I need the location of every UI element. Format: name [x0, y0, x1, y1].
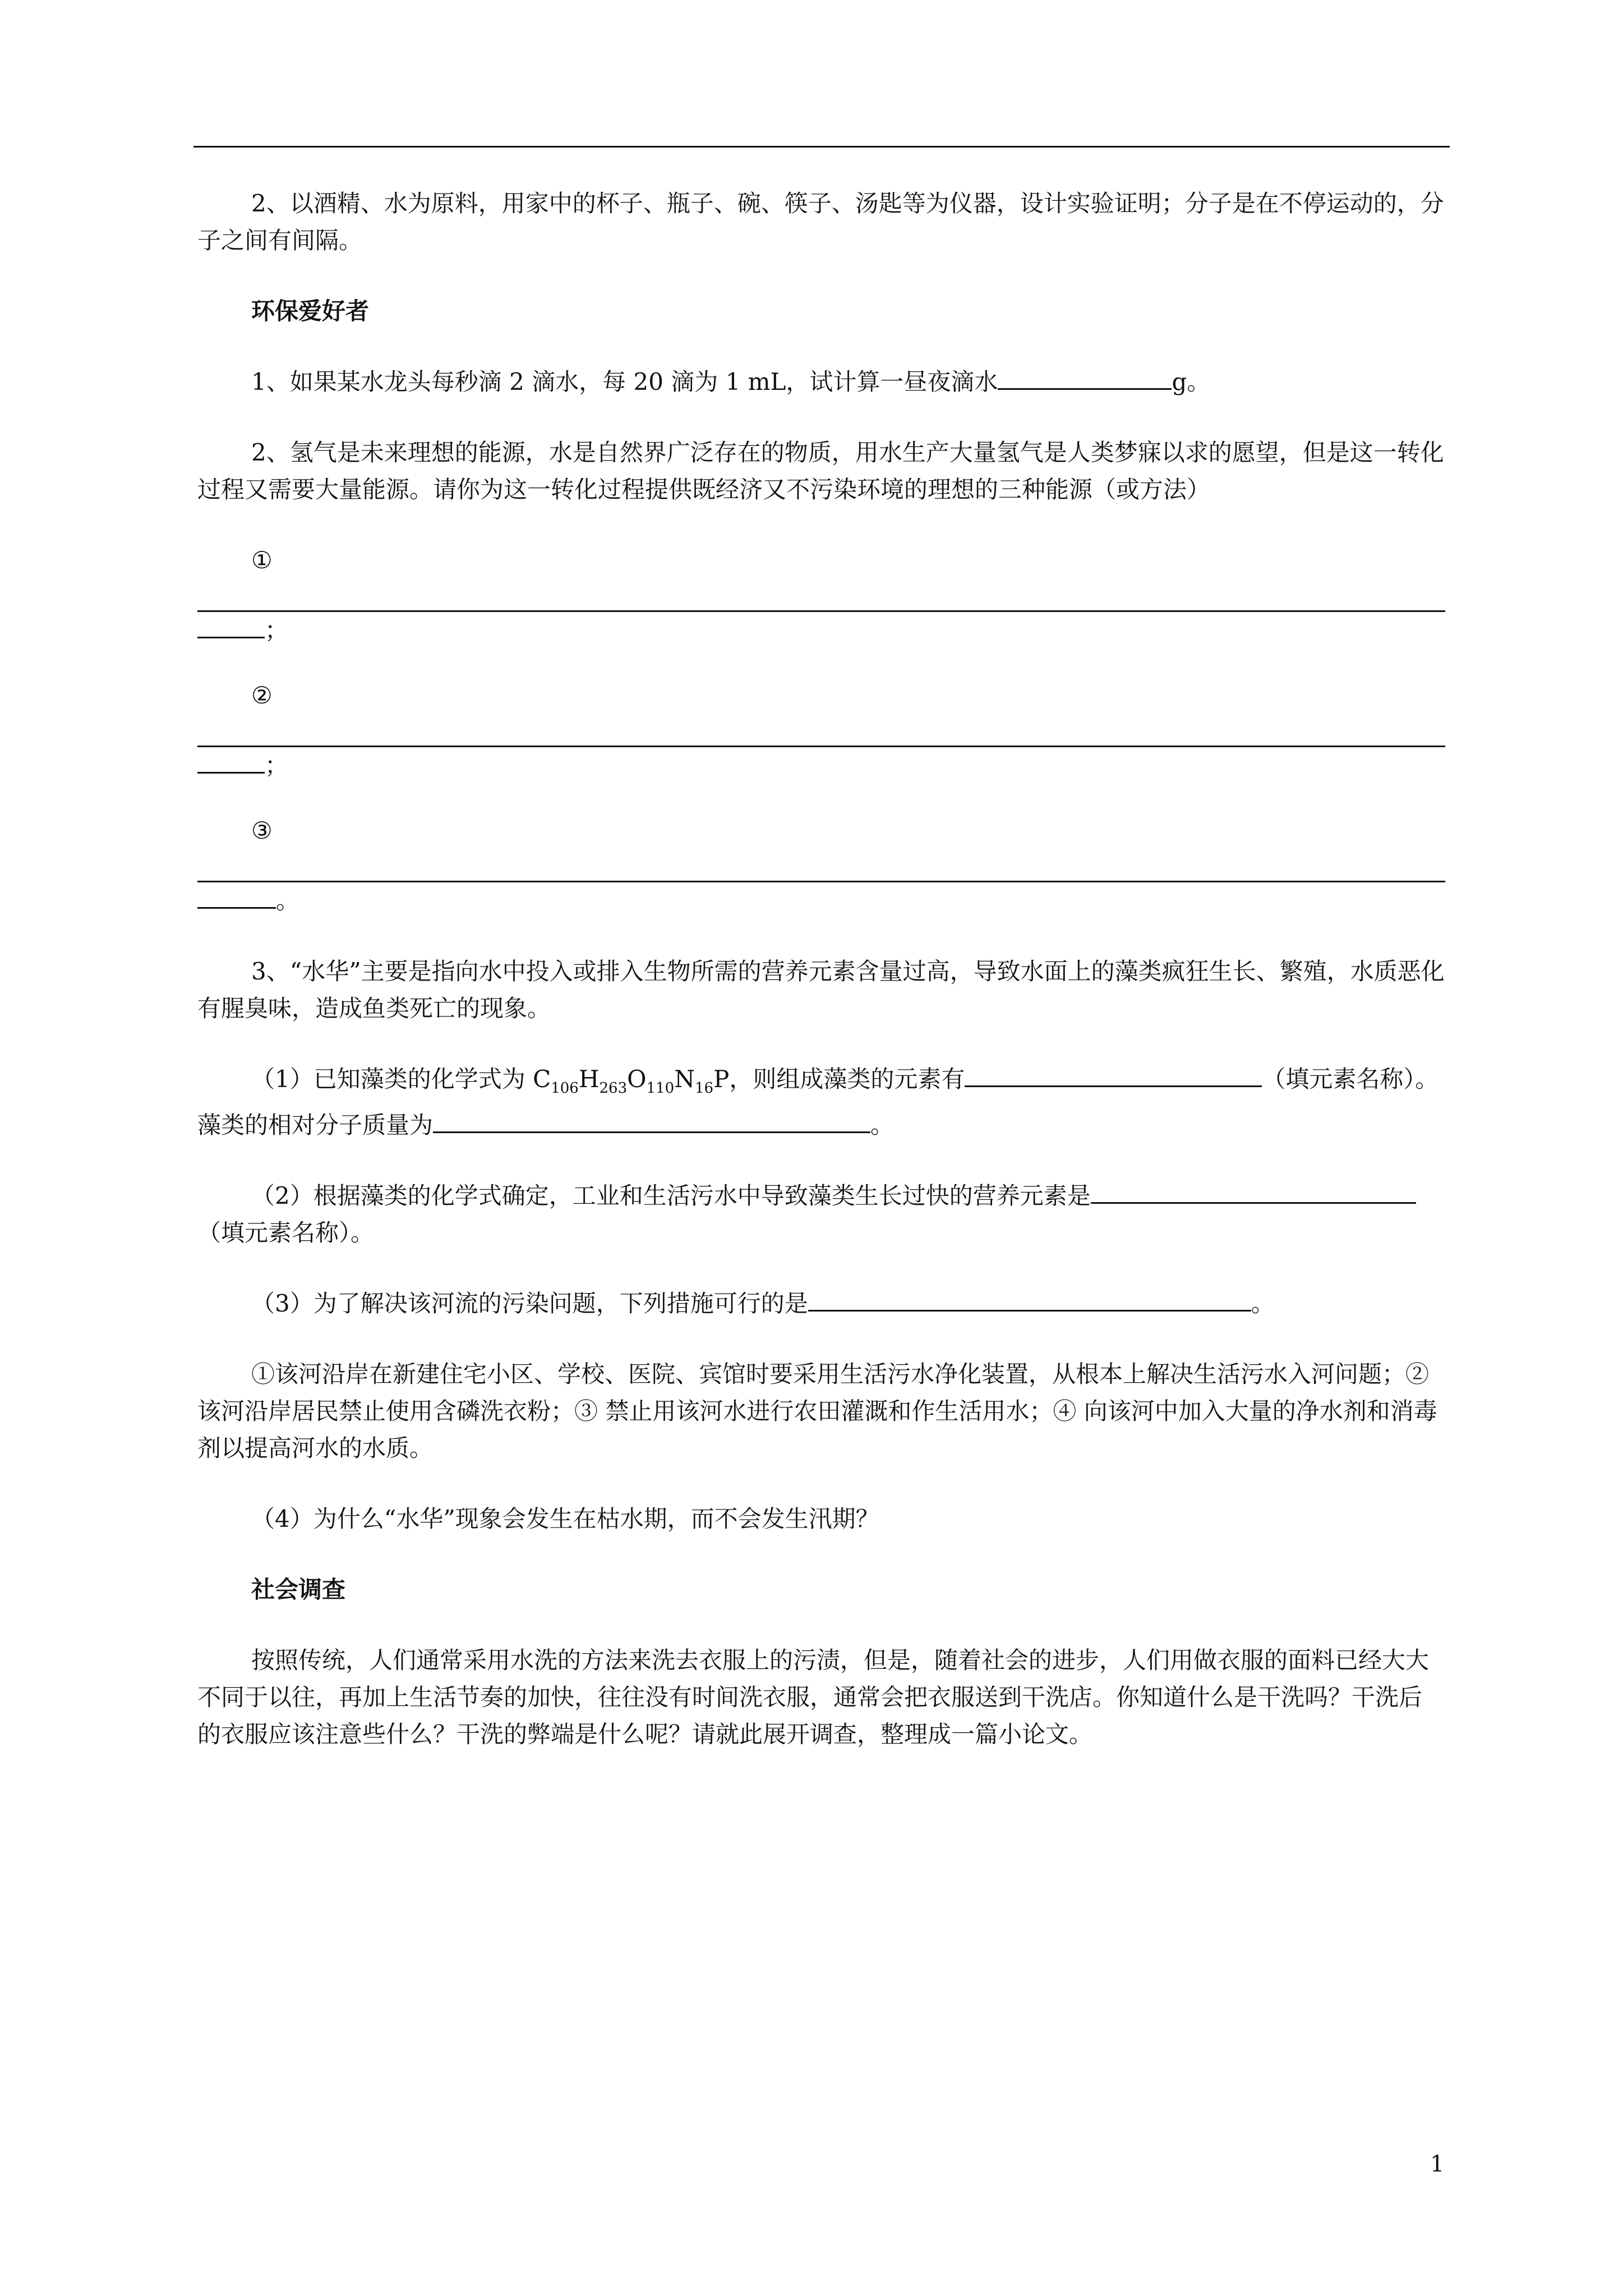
eco-question-3-3 — [197, 1285, 1445, 1322]
answer-line-1[interactable] — [197, 579, 1445, 612]
formula-n: N — [674, 1065, 695, 1093]
formula-c-subscript: 106 — [551, 1080, 579, 1097]
page-number: 1 — [1430, 2151, 1445, 2177]
q3-2-text: （2）根据藻类的化学式确定，工业和生活污水中导致藻类生长过快的营养元素是 — [251, 1182, 1091, 1209]
q3-3-suffix: 。 — [1251, 1290, 1275, 1317]
eco-question-3-1 — [197, 1061, 1445, 1144]
answer-marker-3: ③ — [251, 817, 273, 844]
survey-text: 按照传统，人们通常采用水洗的方法来洗去衣服上的污渍，但是，随着社会的进步，人们用做衣服的面料已经大大不同于以往，再加上生活节奏的加快，往往没有时间洗衣服，通常会把衣服送到干洗店。你知道什么是干洗吗？干洗后的衣服应该注意些什么？干洗的弊端是什么呢？请就此展开调查，整理成一篇小论文。 — [197, 1646, 1430, 1748]
eco-question-3: 3、“水华”主要是指向水中投入或排入生物所需的营养元素含量过高，导致水面上的藻类疯狂生长、繁殖，水质恶化有腥臭味，造成鱼类死亡的现象。 — [197, 958, 1445, 1022]
q3-1-text: （1）已知藻类的化学式为 C — [251, 1065, 551, 1093]
energy-answer-2 — [197, 677, 1445, 784]
eco-q1-text: 1、如果某水龙头每秒滴 2 滴水，每 20 滴为 1 mL，试计算一昼夜滴水 — [251, 368, 998, 395]
q3-1-mass-text: （填元素名称）。藻类的相对分子质量为 — [197, 1065, 1439, 1139]
answer-tail-blank-1[interactable] — [197, 613, 265, 638]
answer-end-1: ； — [265, 616, 289, 644]
answer-tail-1 — [197, 612, 1445, 649]
formula-h-subscript: 263 — [599, 1080, 628, 1097]
experiment-question-2: 2、以酒精、水为原料，用家中的杯子、瓶子、碗、筷子、汤匙等为仪器，设计实验证明；分子是在不停运动的，分子之间有间隔。 — [197, 190, 1444, 254]
eco-question-1 — [197, 364, 1445, 401]
formula-h: H — [578, 1065, 600, 1093]
page-content — [197, 185, 1445, 1753]
eco-q1-unit: g。 — [1172, 368, 1211, 395]
answer-tail-blank-2[interactable] — [197, 748, 265, 774]
eco-question-2: 2、氢气是未来理想的能源，水是自然界广泛存在的物质，用水生产大量氢气是人类梦寐以求的愿望，但是这一转化过程又需要大量能源。请你为这一转化过程提供既经济又不污染环境的理想的三种能源（或方法） — [197, 439, 1444, 503]
q3-2-suffix: （填元素名称）。 — [197, 1219, 375, 1246]
q3-1-end: 。 — [870, 1111, 895, 1139]
answer-tail-blank-3[interactable] — [197, 884, 276, 909]
answer-end-2: ； — [265, 752, 289, 779]
header-rule — [193, 146, 1450, 148]
nutrient-element-blank[interactable] — [1091, 1179, 1416, 1204]
answer-tail-3 — [197, 882, 1445, 919]
formula-n-subscript: 16 — [694, 1080, 714, 1097]
heading-eco-lover: 环保爱好者 — [251, 297, 370, 325]
heading-social-survey: 社会调查 — [251, 1576, 346, 1603]
eco-question-3-4: （4）为什么“水华”现象会发生在枯水期，而不会发生汛期？ — [251, 1505, 879, 1533]
formula-o-subscript: 110 — [646, 1080, 675, 1097]
formula-o: O — [627, 1065, 647, 1093]
eco-question-3-2 — [197, 1177, 1445, 1251]
eco-question-3-options: ①该河沿岸在新建住宅小区、学校、医院、宾馆时要采用生活污水净化装置，从根本上解决生活污水入河问题；②该河沿岸居民禁止使用含磷洗衣粉；③ 禁止用该河水进行农田灌溉和作生活用水；④ 向该河中加入大量的净水剂和消毒剂以提高河水的水质。 — [197, 1360, 1437, 1462]
answer-line-2[interactable] — [197, 714, 1445, 747]
answer-end-3: 。 — [276, 887, 300, 914]
energy-answer-3 — [197, 812, 1445, 919]
answer-marker-1: ① — [251, 546, 273, 574]
measures-answer-blank[interactable] — [808, 1286, 1251, 1312]
elements-answer-blank[interactable] — [965, 1062, 1262, 1087]
energy-answer-1 — [197, 542, 1445, 649]
answer-marker-2: ② — [251, 682, 273, 709]
molecular-mass-blank[interactable] — [433, 1108, 870, 1133]
q3-3-text: （3）为了解决该河流的污染问题，下列措施可行的是 — [251, 1290, 808, 1317]
drip-answer-blank[interactable] — [998, 365, 1172, 390]
answer-line-3[interactable] — [197, 849, 1445, 882]
q3-1-elements-text: P，则组成藻类的元素有 — [713, 1065, 965, 1093]
answer-tail-2 — [197, 747, 1445, 784]
